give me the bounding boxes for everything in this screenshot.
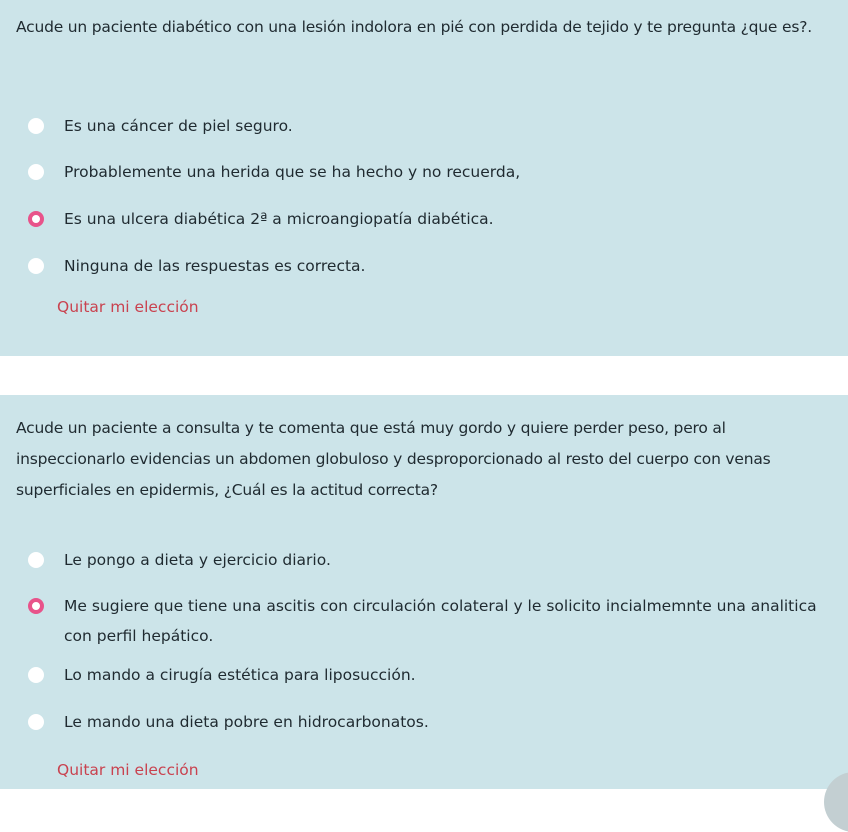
option-label: Es una cáncer de piel seguro. — [64, 117, 293, 135]
radio-button[interactable] — [28, 258, 44, 274]
option-label: Lo mando a cirugía estética para liposucción. — [64, 666, 416, 684]
option-label: Le pongo a dieta y ejercicio diario. — [64, 551, 331, 569]
option-label: Me sugiere que tiene una ascitis con circulación colateral y le solicito incialmemnte una analitica con perfil hepático. — [64, 597, 817, 645]
radio-button-selected[interactable] — [28, 598, 44, 614]
option-4[interactable] — [28, 707, 836, 737]
option-3[interactable] — [28, 660, 836, 690]
question-text: Acude un paciente diabético con una lesión indolora en pié con perdida de tejido y te pregunta ¿que es?. — [16, 18, 812, 36]
question-text: Acude un paciente a consulta y te comenta que está muy gordo y quiere perder peso, pero al inspeccionarlo evidencias un abdomen globuloso y desproporcionado al resto del cuerpo con venas superficiales en epidermis, ¿Cuál es la actitud correcta? — [16, 419, 771, 499]
option-label: Le mando una dieta pobre en hidrocarbonatos. — [64, 713, 429, 731]
option-2[interactable] — [28, 591, 836, 651]
clear-choice-link[interactable]: Quitar mi elección — [57, 298, 199, 316]
question-panel-1 — [0, 0, 848, 356]
radio-button[interactable] — [28, 667, 44, 683]
radio-button[interactable] — [28, 118, 44, 134]
option-label: Ninguna de las respuestas es correcta. — [64, 257, 366, 275]
option-label: Probablemente una herida que se ha hecho y no recuerda, — [64, 163, 521, 181]
radio-button[interactable] — [28, 552, 44, 568]
question-panel-2 — [0, 395, 848, 789]
radio-button-selected[interactable] — [28, 211, 44, 227]
option-4[interactable] — [28, 251, 836, 281]
option-1[interactable] — [28, 545, 836, 575]
option-2[interactable] — [28, 157, 836, 187]
radio-button[interactable] — [28, 164, 44, 180]
option-label: Es una ulcera diabética 2ª a microangiopatía diabética. — [64, 210, 494, 228]
clear-choice-link[interactable]: Quitar mi elección — [57, 761, 199, 779]
option-3[interactable] — [28, 204, 836, 234]
radio-button[interactable] — [28, 714, 44, 730]
option-1[interactable] — [28, 111, 836, 141]
